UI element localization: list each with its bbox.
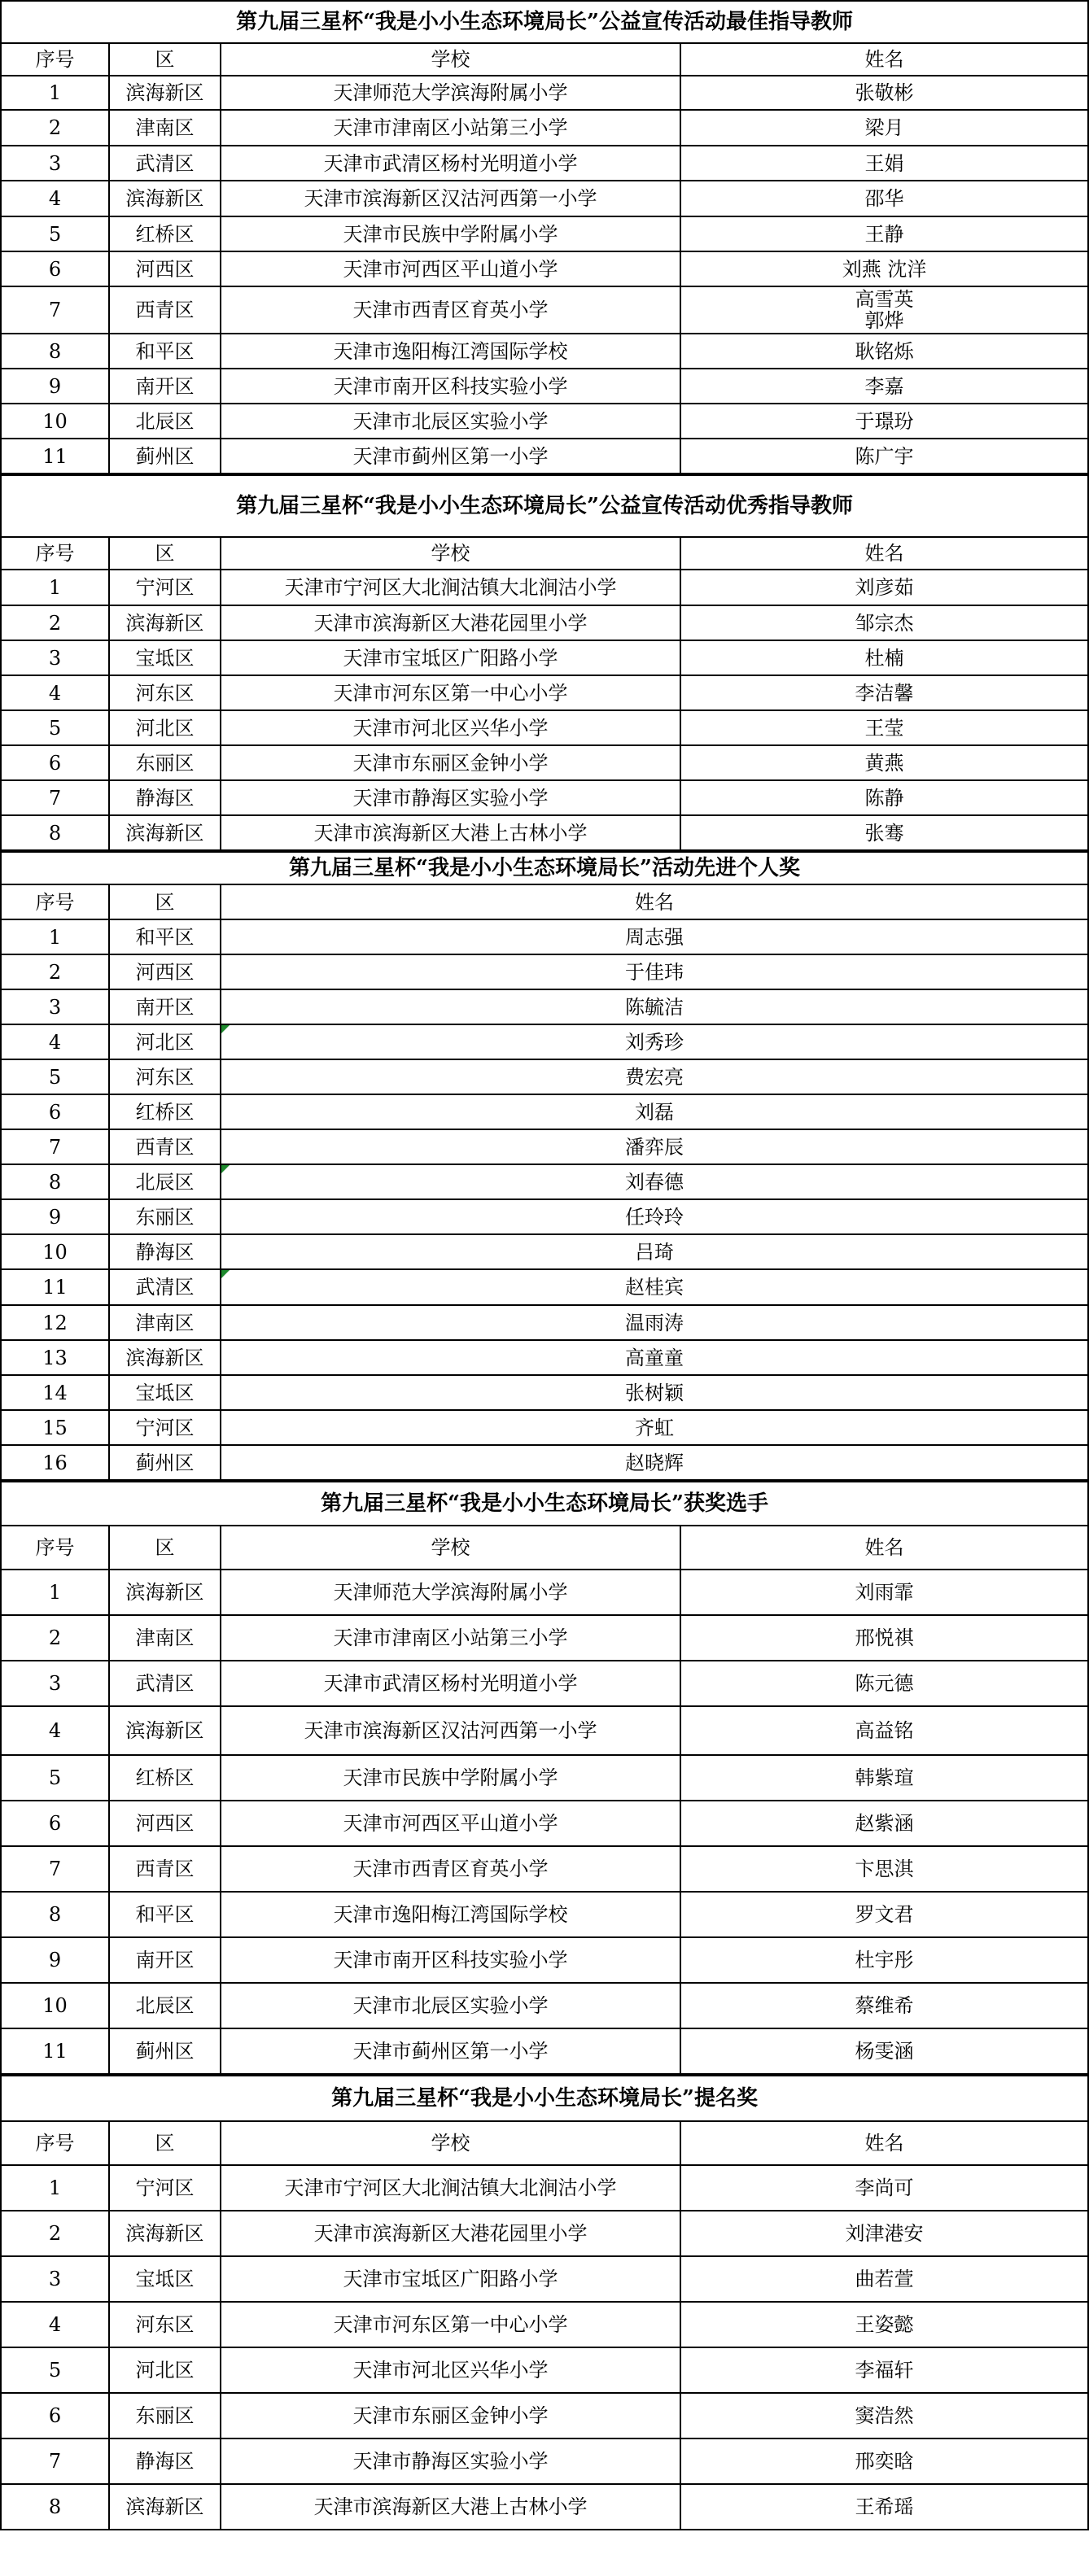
cell-row-number: 7 xyxy=(1,780,109,815)
section-title: 第九届三星杯“我是小小生态环境局长”获奖选手 xyxy=(1,1482,1088,1526)
cell-school: 天津市西青区育英小学 xyxy=(221,1846,680,1892)
cell-district: 宁河区 xyxy=(109,570,221,605)
cell-row-number: 8 xyxy=(1,2484,109,2530)
cell-name: 张敬彬 xyxy=(680,76,1088,110)
cell-district: 北辰区 xyxy=(109,1164,221,1199)
cell-name: 齐虹 xyxy=(221,1410,1088,1445)
header-row xyxy=(1,537,1088,570)
column-header-district: 区 xyxy=(109,1526,221,1570)
cell-name: 王希瑶 xyxy=(680,2484,1088,2530)
cell-name: 陈毓洁 xyxy=(221,989,1088,1024)
cell-district: 津南区 xyxy=(109,1305,221,1340)
cell-school: 天津市津南区小站第三小学 xyxy=(221,110,680,146)
cell-name: 邵华 xyxy=(680,181,1088,216)
table-row xyxy=(1,1661,1088,1706)
award-table-2 xyxy=(0,474,1089,851)
cell-row-number: 6 xyxy=(1,2393,109,2438)
name-line: 郭烨 xyxy=(864,309,904,332)
cell-district: 津南区 xyxy=(109,1615,221,1661)
cell-school: 天津市武清区杨村光明道小学 xyxy=(221,1661,680,1706)
cell-school: 天津市南开区科技实验小学 xyxy=(221,369,680,404)
cell-district: 滨海新区 xyxy=(109,2211,221,2256)
cell-district: 滨海新区 xyxy=(109,76,221,110)
cell-name: 杨雯涵 xyxy=(680,2028,1088,2074)
cell-school: 天津市河东区第一中心小学 xyxy=(221,675,680,710)
cell-district: 滨海新区 xyxy=(109,1706,221,1755)
column-header-row-number: 序号 xyxy=(1,537,109,570)
award-table-4 xyxy=(0,1481,1089,2075)
cell-name: 张骞 xyxy=(680,815,1088,850)
cell-district: 南开区 xyxy=(109,989,221,1024)
table-row xyxy=(1,76,1088,110)
table-row xyxy=(1,1937,1088,1983)
cell-name: 王静 xyxy=(680,216,1088,251)
table-row xyxy=(1,1570,1088,1615)
cell-district: 河东区 xyxy=(109,675,221,710)
table-row xyxy=(1,815,1088,850)
cell-row-number: 11 xyxy=(1,439,109,474)
cell-district: 河北区 xyxy=(109,1024,221,1059)
table-row xyxy=(1,1269,1088,1305)
column-header-district: 区 xyxy=(109,43,221,76)
cell-district: 河东区 xyxy=(109,2302,221,2347)
cell-name: 曲若萱 xyxy=(680,2256,1088,2302)
cell-district: 红桥区 xyxy=(109,1755,221,1801)
cell-name: 梁月 xyxy=(680,110,1088,146)
cell-school: 天津市西青区育英小学 xyxy=(221,286,680,334)
cell-name: 李尚可 xyxy=(680,2165,1088,2211)
cell-row-number: 5 xyxy=(1,1755,109,1801)
cell-district: 红桥区 xyxy=(109,216,221,251)
cell-name: 窦浩然 xyxy=(680,2393,1088,2438)
cell-district: 滨海新区 xyxy=(109,605,221,640)
cell-row-number: 11 xyxy=(1,2028,109,2074)
cell-name: 韩紫瑄 xyxy=(680,1755,1088,1801)
cell-name: 李嘉 xyxy=(680,369,1088,404)
cell-school: 天津市河西区平山道小学 xyxy=(221,251,680,286)
table-row xyxy=(1,2484,1088,2530)
cell-school: 天津市逸阳梅江湾国际学校 xyxy=(221,334,680,369)
cell-school: 天津市宝坻区广阳路小学 xyxy=(221,640,680,675)
cell-name: 王姿懿 xyxy=(680,2302,1088,2347)
table-row xyxy=(1,2028,1088,2074)
cell-row-number: 5 xyxy=(1,216,109,251)
cell-row-number: 1 xyxy=(1,919,109,954)
table-row xyxy=(1,1892,1088,1937)
cell-district: 河西区 xyxy=(109,1801,221,1846)
cell-row-number: 10 xyxy=(1,1983,109,2028)
cell-row-number: 13 xyxy=(1,1340,109,1375)
cell-row-number: 12 xyxy=(1,1305,109,1340)
table-row xyxy=(1,251,1088,286)
table-row xyxy=(1,1410,1088,1445)
cell-school: 天津师范大学滨海附属小学 xyxy=(221,76,680,110)
cell-district: 和平区 xyxy=(109,919,221,954)
column-header-row-number: 序号 xyxy=(1,2121,109,2165)
table-row xyxy=(1,570,1088,605)
table-row xyxy=(1,2438,1088,2484)
cell-name: 邢悦祺 xyxy=(680,1615,1088,1661)
cell-row-number: 5 xyxy=(1,1059,109,1094)
table-row xyxy=(1,369,1088,404)
cell-name: 王娟 xyxy=(680,146,1088,181)
cell-row-number: 10 xyxy=(1,404,109,439)
cell-name: 潘弈辰 xyxy=(221,1129,1088,1164)
cell-row-number: 6 xyxy=(1,1094,109,1129)
cell-school: 天津市民族中学附属小学 xyxy=(221,216,680,251)
cell-district: 西青区 xyxy=(109,286,221,334)
cell-name: 赵桂宾 xyxy=(221,1269,1088,1305)
table-row xyxy=(1,1164,1088,1199)
cell-row-number: 6 xyxy=(1,251,109,286)
cell-name: 刘彦茹 xyxy=(680,570,1088,605)
cell-row-number: 4 xyxy=(1,1024,109,1059)
cell-row-number: 1 xyxy=(1,570,109,605)
section-title: 第九届三星杯“我是小小生态环境局长”公益宣传活动优秀指导教师 xyxy=(1,475,1088,537)
cell-school: 天津市河北区兴华小学 xyxy=(221,710,680,745)
column-header-row-number: 序号 xyxy=(1,43,109,76)
column-header-name: 姓名 xyxy=(680,2121,1088,2165)
column-header-school: 学校 xyxy=(221,1526,680,1570)
cell-school: 天津市滨海新区大港上古林小学 xyxy=(221,2484,680,2530)
table-row xyxy=(1,2165,1088,2211)
cell-district: 南开区 xyxy=(109,369,221,404)
cell-school: 天津市宁河区大北涧沽镇大北涧沽小学 xyxy=(221,570,680,605)
cell-row-number: 14 xyxy=(1,1375,109,1410)
table-row xyxy=(1,745,1088,780)
cell-name: 耿铭烁 xyxy=(680,334,1088,369)
table-row xyxy=(1,1801,1088,1846)
section-title: 第九届三星杯“我是小小生态环境局长”提名奖 xyxy=(1,2076,1088,2121)
cell-district: 东丽区 xyxy=(109,1199,221,1234)
cell-name: 陈元德 xyxy=(680,1661,1088,1706)
cell-district: 北辰区 xyxy=(109,1983,221,2028)
column-header-school: 学校 xyxy=(221,2121,680,2165)
cell-row-number: 1 xyxy=(1,2165,109,2211)
cell-district: 河西区 xyxy=(109,954,221,989)
table-row xyxy=(1,404,1088,439)
cell-name: 周志强 xyxy=(221,919,1088,954)
column-header-school: 学校 xyxy=(221,537,680,570)
cell-school: 天津市静海区实验小学 xyxy=(221,2438,680,2484)
header-row xyxy=(1,1526,1088,1570)
table-row xyxy=(1,1059,1088,1094)
cell-name: 罗文君 xyxy=(680,1892,1088,1937)
cell-name: 黄燕 xyxy=(680,745,1088,780)
cell-district: 和平区 xyxy=(109,334,221,369)
cell-name: 刘津港安 xyxy=(680,2211,1088,2256)
cell-name xyxy=(680,286,1088,334)
header-row xyxy=(1,884,1088,919)
cell-row-number: 15 xyxy=(1,1410,109,1445)
cell-name: 任玲玲 xyxy=(221,1199,1088,1234)
cell-name: 杜楠 xyxy=(680,640,1088,675)
table-row xyxy=(1,1706,1088,1755)
cell-row-number: 4 xyxy=(1,675,109,710)
cell-district: 武清区 xyxy=(109,146,221,181)
table-row xyxy=(1,1024,1088,1059)
table-row xyxy=(1,1983,1088,2028)
cell-district: 武清区 xyxy=(109,1661,221,1706)
cell-school: 天津市津南区小站第三小学 xyxy=(221,1615,680,1661)
table-row xyxy=(1,334,1088,369)
cell-name: 刘春德 xyxy=(221,1164,1088,1199)
cell-school: 天津市滨海新区大港上古林小学 xyxy=(221,815,680,850)
cell-row-number: 16 xyxy=(1,1445,109,1480)
cell-row-number: 8 xyxy=(1,334,109,369)
table-row xyxy=(1,710,1088,745)
award-table-5 xyxy=(0,2075,1089,2530)
cell-district: 河东区 xyxy=(109,1059,221,1094)
cell-name: 陈广宇 xyxy=(680,439,1088,474)
cell-name: 高益铭 xyxy=(680,1706,1088,1755)
cell-row-number: 2 xyxy=(1,605,109,640)
cell-school: 天津市蓟州区第一小学 xyxy=(221,2028,680,2074)
header-row xyxy=(1,43,1088,76)
table-row xyxy=(1,2393,1088,2438)
cell-name: 刘雨霏 xyxy=(680,1570,1088,1615)
cell-name: 杜宇彤 xyxy=(680,1937,1088,1983)
table-row xyxy=(1,146,1088,181)
cell-school: 天津市北辰区实验小学 xyxy=(221,404,680,439)
cell-district: 东丽区 xyxy=(109,745,221,780)
table-row xyxy=(1,1305,1088,1340)
cell-row-number: 1 xyxy=(1,1570,109,1615)
name-line: 高雪英 xyxy=(855,288,914,311)
cell-district: 蓟州区 xyxy=(109,1445,221,1480)
cell-row-number: 2 xyxy=(1,2211,109,2256)
table-row xyxy=(1,1199,1088,1234)
cell-row-number: 9 xyxy=(1,1937,109,1983)
award-table-1 xyxy=(0,0,1089,474)
cell-name: 张树颖 xyxy=(221,1375,1088,1410)
cell-name: 高童童 xyxy=(221,1340,1088,1375)
table-row xyxy=(1,2347,1088,2393)
cell-district: 西青区 xyxy=(109,1846,221,1892)
cell-row-number: 7 xyxy=(1,1846,109,1892)
column-header-name: 姓名 xyxy=(680,1526,1088,1570)
column-header-name: 姓名 xyxy=(680,43,1088,76)
table-row xyxy=(1,954,1088,989)
cell-row-number: 6 xyxy=(1,745,109,780)
cell-name: 吕琦 xyxy=(221,1234,1088,1269)
cell-district: 蓟州区 xyxy=(109,439,221,474)
cell-row-number: 4 xyxy=(1,2302,109,2347)
cell-name: 赵晓辉 xyxy=(221,1445,1088,1480)
table-row xyxy=(1,1615,1088,1661)
table-row xyxy=(1,640,1088,675)
table-row xyxy=(1,919,1088,954)
cell-district: 宁河区 xyxy=(109,1410,221,1445)
cell-district: 滨海新区 xyxy=(109,181,221,216)
cell-school: 天津市南开区科技实验小学 xyxy=(221,1937,680,1983)
cell-name: 刘秀珍 xyxy=(221,1024,1088,1059)
column-header-name: 姓名 xyxy=(680,537,1088,570)
cell-name: 于璟玢 xyxy=(680,404,1088,439)
cell-row-number: 1 xyxy=(1,76,109,110)
cell-name: 蔡维希 xyxy=(680,1983,1088,2028)
column-header-name: 姓名 xyxy=(221,884,1088,919)
cell-name: 温雨涛 xyxy=(221,1305,1088,1340)
cell-district: 南开区 xyxy=(109,1937,221,1983)
cell-school: 天津市滨海新区大港花园里小学 xyxy=(221,605,680,640)
cell-school: 天津市滨海新区汉沽河西第一小学 xyxy=(221,181,680,216)
cell-district: 津南区 xyxy=(109,110,221,146)
cell-district: 滨海新区 xyxy=(109,2484,221,2530)
table-row xyxy=(1,1094,1088,1129)
cell-row-number: 3 xyxy=(1,640,109,675)
cell-district: 宝坻区 xyxy=(109,1375,221,1410)
cell-row-number: 4 xyxy=(1,181,109,216)
cell-row-number: 8 xyxy=(1,1164,109,1199)
cell-school: 天津市民族中学附属小学 xyxy=(221,1755,680,1801)
table-row xyxy=(1,110,1088,146)
cell-row-number: 2 xyxy=(1,110,109,146)
cell-name: 费宏亮 xyxy=(221,1059,1088,1094)
cell-district: 滨海新区 xyxy=(109,815,221,850)
cell-school: 天津市逸阳梅江湾国际学校 xyxy=(221,1892,680,1937)
column-header-district: 区 xyxy=(109,2121,221,2165)
cell-school: 天津市宁河区大北涧沽镇大北涧沽小学 xyxy=(221,2165,680,2211)
cell-district: 蓟州区 xyxy=(109,2028,221,2074)
cell-row-number: 9 xyxy=(1,1199,109,1234)
cell-row-number: 10 xyxy=(1,1234,109,1269)
header-row xyxy=(1,2121,1088,2165)
cell-district: 东丽区 xyxy=(109,2393,221,2438)
table-row xyxy=(1,1129,1088,1164)
cell-district: 红桥区 xyxy=(109,1094,221,1129)
cell-school: 天津市静海区实验小学 xyxy=(221,780,680,815)
cell-district: 宁河区 xyxy=(109,2165,221,2211)
cell-name: 邢奕晗 xyxy=(680,2438,1088,2484)
cell-district: 宝坻区 xyxy=(109,2256,221,2302)
cell-school: 天津市蓟州区第一小学 xyxy=(221,439,680,474)
cell-row-number: 3 xyxy=(1,989,109,1024)
cell-school: 天津市东丽区金钟小学 xyxy=(221,2393,680,2438)
cell-district: 河西区 xyxy=(109,251,221,286)
column-header-school: 学校 xyxy=(221,43,680,76)
table-row xyxy=(1,605,1088,640)
table-row xyxy=(1,2302,1088,2347)
cell-name: 刘磊 xyxy=(221,1094,1088,1129)
table-row xyxy=(1,1755,1088,1801)
cell-row-number: 9 xyxy=(1,369,109,404)
table-row xyxy=(1,216,1088,251)
column-header-district: 区 xyxy=(109,884,221,919)
table-row xyxy=(1,780,1088,815)
cell-row-number: 11 xyxy=(1,1269,109,1305)
cell-name: 卞思淇 xyxy=(680,1846,1088,1892)
cell-row-number: 6 xyxy=(1,1801,109,1846)
cell-district: 西青区 xyxy=(109,1129,221,1164)
section-title: 第九届三星杯“我是小小生态环境局长”活动先进个人奖 xyxy=(1,852,1088,884)
column-header-row-number: 序号 xyxy=(1,1526,109,1570)
cell-district: 河北区 xyxy=(109,2347,221,2393)
cell-name: 赵紫涵 xyxy=(680,1801,1088,1846)
table-row xyxy=(1,2211,1088,2256)
cell-row-number: 3 xyxy=(1,2256,109,2302)
cell-name: 刘燕 沈洋 xyxy=(680,251,1088,286)
cell-row-number: 4 xyxy=(1,1706,109,1755)
cell-row-number: 5 xyxy=(1,710,109,745)
cell-district: 宝坻区 xyxy=(109,640,221,675)
cell-row-number: 5 xyxy=(1,2347,109,2393)
cell-row-number: 7 xyxy=(1,2438,109,2484)
cell-name: 李福轩 xyxy=(680,2347,1088,2393)
cell-school: 天津市宝坻区广阳路小学 xyxy=(221,2256,680,2302)
cell-name: 陈静 xyxy=(680,780,1088,815)
table-row xyxy=(1,181,1088,216)
column-header-district: 区 xyxy=(109,537,221,570)
cell-district: 滨海新区 xyxy=(109,1570,221,1615)
cell-row-number: 3 xyxy=(1,1661,109,1706)
cell-school: 天津市河北区兴华小学 xyxy=(221,2347,680,2393)
table-row xyxy=(1,1846,1088,1892)
cell-name: 王莹 xyxy=(680,710,1088,745)
section-title: 第九届三星杯“我是小小生态环境局长”公益宣传活动最佳指导教师 xyxy=(1,1,1088,43)
cell-district: 北辰区 xyxy=(109,404,221,439)
cell-row-number: 8 xyxy=(1,1892,109,1937)
cell-name: 李洁馨 xyxy=(680,675,1088,710)
table-row xyxy=(1,1375,1088,1410)
cell-name: 邹宗杰 xyxy=(680,605,1088,640)
cell-school: 天津市武清区杨村光明道小学 xyxy=(221,146,680,181)
cell-district: 河北区 xyxy=(109,710,221,745)
cell-district: 和平区 xyxy=(109,1892,221,1937)
cell-school: 天津市东丽区金钟小学 xyxy=(221,745,680,780)
table-row xyxy=(1,439,1088,474)
cell-name: 于佳玮 xyxy=(221,954,1088,989)
column-header-row-number: 序号 xyxy=(1,884,109,919)
table-row xyxy=(1,286,1088,334)
cell-district: 滨海新区 xyxy=(109,1340,221,1375)
table-row xyxy=(1,989,1088,1024)
cell-row-number: 8 xyxy=(1,815,109,850)
cell-school: 天津市河西区平山道小学 xyxy=(221,1801,680,1846)
cell-school: 天津市河东区第一中心小学 xyxy=(221,2302,680,2347)
cell-district: 静海区 xyxy=(109,1234,221,1269)
table-row xyxy=(1,1445,1088,1480)
table-row xyxy=(1,2256,1088,2302)
cell-school: 天津市滨海新区汉沽河西第一小学 xyxy=(221,1706,680,1755)
table-row xyxy=(1,1234,1088,1269)
cell-row-number: 7 xyxy=(1,1129,109,1164)
cell-row-number: 7 xyxy=(1,286,109,334)
cell-school: 天津师范大学滨海附属小学 xyxy=(221,1570,680,1615)
award-table-3 xyxy=(0,851,1089,1481)
cell-row-number: 2 xyxy=(1,1615,109,1661)
cell-school: 天津市北辰区实验小学 xyxy=(221,1983,680,2028)
cell-district: 静海区 xyxy=(109,780,221,815)
cell-row-number: 3 xyxy=(1,146,109,181)
cell-row-number: 2 xyxy=(1,954,109,989)
cell-district: 静海区 xyxy=(109,2438,221,2484)
table-row xyxy=(1,1340,1088,1375)
cell-school: 天津市滨海新区大港花园里小学 xyxy=(221,2211,680,2256)
table-row xyxy=(1,675,1088,710)
cell-district: 武清区 xyxy=(109,1269,221,1305)
